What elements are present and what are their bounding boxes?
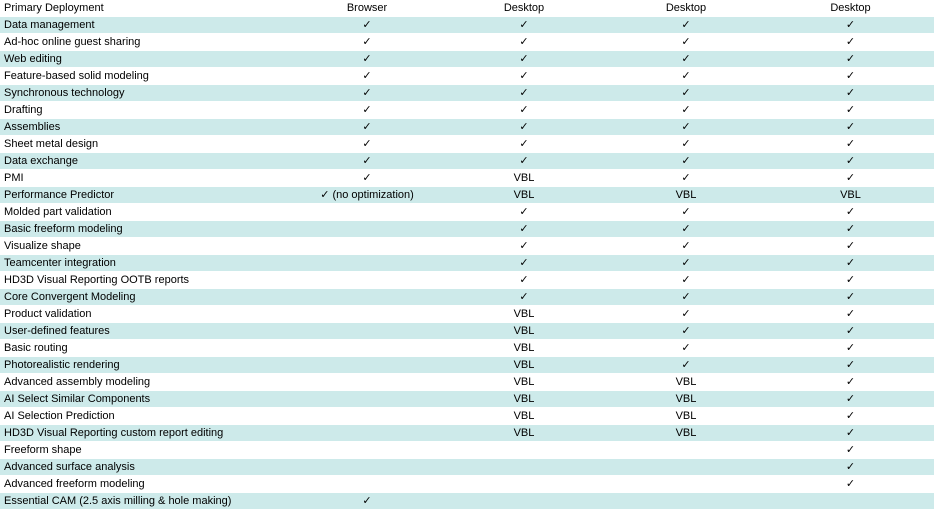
table-row [0,255,934,272]
desktop-1-cell: VBL [443,425,605,442]
desktop-2-cell: VBL [605,425,767,442]
desktop-3-cell: ✓ [767,170,934,187]
desktop-2-cell: VBL [605,408,767,425]
desktop-2-cell: ✓ [605,204,767,221]
desktop-2-cell: ✓ [605,119,767,136]
desktop-3-cell [767,493,934,510]
feature-name-cell: Core Convergent Modeling [0,289,291,306]
desktop-1-cell [443,459,605,476]
browser-cell: ✓ [291,102,443,119]
table-row [0,272,934,289]
desktop-3-cell: ✓ [767,102,934,119]
desktop-2-cell: ✓ [605,68,767,85]
table-row [0,238,934,255]
table-row [0,102,934,119]
feature-name-cell: PMI [0,170,291,187]
table-row [0,476,934,493]
desktop-2-cell: ✓ [605,340,767,357]
feature-name-cell: Visualize shape [0,238,291,255]
desktop-3-cell: VBL [767,187,934,204]
table-row [0,17,934,34]
table-row [0,204,934,221]
desktop-2-cell: VBL [605,374,767,391]
table-row [0,68,934,85]
table-row [0,187,934,204]
desktop-3-cell: ✓ [767,306,934,323]
header-label: Primary Deployment [0,0,291,17]
table-row [0,136,934,153]
desktop-1-cell [443,493,605,510]
desktop-1-cell: VBL [443,391,605,408]
table-row [0,221,934,238]
desktop-1-cell [443,442,605,459]
desktop-2-cell [605,476,767,493]
table-row [0,391,934,408]
table-row [0,170,934,187]
desktop-3-cell: ✓ [767,136,934,153]
desktop-1-cell: ✓ [443,289,605,306]
browser-cell: ✓ [291,493,443,510]
desktop-1-cell: ✓ [443,255,605,272]
feature-name-cell: HD3D Visual Reporting custom report editing [0,425,291,442]
desktop-1-cell: VBL [443,408,605,425]
browser-cell [291,221,443,238]
table-row [0,323,934,340]
feature-name-cell: Photorealistic rendering [0,357,291,374]
desktop-2-cell: ✓ [605,85,767,102]
feature-name-cell: Data exchange [0,153,291,170]
browser-cell [291,425,443,442]
table-row [0,289,934,306]
desktop-1-cell: ✓ [443,238,605,255]
browser-cell [291,238,443,255]
desktop-3-cell: ✓ [767,459,934,476]
desktop-3-cell: ✓ [767,238,934,255]
feature-name-cell: Feature-based solid modeling [0,68,291,85]
column-header-desktop-2: Desktop [605,0,767,17]
desktop-3-cell: ✓ [767,425,934,442]
feature-name-cell: Essential CAM (2.5 axis milling & hole making) [0,493,291,510]
browser-cell [291,289,443,306]
desktop-1-cell: ✓ [443,136,605,153]
desktop-3-cell: ✓ [767,476,934,493]
desktop-2-cell: ✓ [605,221,767,238]
desktop-2-cell: ✓ [605,357,767,374]
desktop-3-cell: ✓ [767,442,934,459]
feature-name-cell: AI Select Similar Components [0,391,291,408]
desktop-3-cell: ✓ [767,221,934,238]
browser-cell: ✓ (no optimization) [291,187,443,204]
desktop-3-cell: ✓ [767,323,934,340]
desktop-2-cell: ✓ [605,255,767,272]
table-row [0,119,934,136]
desktop-2-cell [605,493,767,510]
desktop-1-cell: VBL [443,340,605,357]
desktop-3-cell: ✓ [767,357,934,374]
browser-cell [291,204,443,221]
browser-cell: ✓ [291,85,443,102]
desktop-3-cell: ✓ [767,374,934,391]
desktop-2-cell [605,459,767,476]
browser-cell [291,323,443,340]
desktop-1-cell: VBL [443,306,605,323]
table-row [0,85,934,102]
desktop-2-cell: ✓ [605,272,767,289]
desktop-3-cell: ✓ [767,272,934,289]
feature-name-cell: Basic freeform modeling [0,221,291,238]
browser-cell: ✓ [291,170,443,187]
header-row [0,0,934,17]
desktop-3-cell: ✓ [767,408,934,425]
feature-name-cell: Product validation [0,306,291,323]
desktop-2-cell: ✓ [605,323,767,340]
browser-cell [291,391,443,408]
desktop-1-cell: ✓ [443,68,605,85]
desktop-2-cell: VBL [605,187,767,204]
feature-name-cell: User-defined features [0,323,291,340]
desktop-2-cell: ✓ [605,51,767,68]
feature-name-cell: Basic routing [0,340,291,357]
feature-name-cell: Synchronous technology [0,85,291,102]
feature-name-cell: Drafting [0,102,291,119]
desktop-2-cell: ✓ [605,170,767,187]
desktop-3-cell: ✓ [767,340,934,357]
browser-cell [291,459,443,476]
browser-cell [291,374,443,391]
browser-cell: ✓ [291,119,443,136]
desktop-2-cell: ✓ [605,17,767,34]
feature-name-cell: AI Selection Prediction [0,408,291,425]
table-row [0,374,934,391]
desktop-1-cell: VBL [443,374,605,391]
column-header-browser: Browser [291,0,443,17]
table-row [0,442,934,459]
feature-name-cell: Teamcenter integration [0,255,291,272]
feature-name-cell: Advanced surface analysis [0,459,291,476]
desktop-1-cell: ✓ [443,85,605,102]
desktop-1-cell: ✓ [443,153,605,170]
table-row [0,340,934,357]
browser-cell [291,306,443,323]
feature-name-cell: Advanced assembly modeling [0,374,291,391]
desktop-1-cell: ✓ [443,272,605,289]
feature-name-cell: Performance Predictor [0,187,291,204]
desktop-3-cell: ✓ [767,255,934,272]
browser-cell [291,340,443,357]
browser-cell [291,255,443,272]
desktop-2-cell: VBL [605,391,767,408]
browser-cell [291,272,443,289]
desktop-3-cell: ✓ [767,51,934,68]
feature-name-cell: Sheet metal design [0,136,291,153]
desktop-2-cell: ✓ [605,238,767,255]
desktop-2-cell: ✓ [605,136,767,153]
desktop-3-cell: ✓ [767,34,934,51]
desktop-3-cell: ✓ [767,68,934,85]
table-row [0,459,934,476]
desktop-1-cell: VBL [443,170,605,187]
table-row [0,425,934,442]
feature-name-cell: Advanced freeform modeling [0,476,291,493]
desktop-1-cell: ✓ [443,119,605,136]
browser-cell: ✓ [291,153,443,170]
table-row [0,153,934,170]
table-row [0,51,934,68]
desktop-1-cell: VBL [443,187,605,204]
desktop-3-cell: ✓ [767,119,934,136]
desktop-3-cell: ✓ [767,391,934,408]
desktop-1-cell: ✓ [443,221,605,238]
browser-cell: ✓ [291,34,443,51]
table-row [0,306,934,323]
feature-name-cell: Web editing [0,51,291,68]
desktop-3-cell: ✓ [767,153,934,170]
browser-cell [291,408,443,425]
desktop-3-cell: ✓ [767,17,934,34]
browser-cell: ✓ [291,68,443,85]
desktop-1-cell: ✓ [443,204,605,221]
table-row [0,493,934,510]
column-header-desktop-3: Desktop [767,0,934,17]
feature-name-cell: Freeform shape [0,442,291,459]
desktop-2-cell: ✓ [605,306,767,323]
column-header-desktop-1: Desktop [443,0,605,17]
desktop-2-cell: ✓ [605,289,767,306]
desktop-1-cell: ✓ [443,51,605,68]
desktop-3-cell: ✓ [767,204,934,221]
desktop-1-cell: ✓ [443,17,605,34]
table-row [0,357,934,374]
desktop-2-cell: ✓ [605,153,767,170]
browser-cell [291,357,443,374]
feature-name-cell: Data management [0,17,291,34]
desktop-2-cell: ✓ [605,34,767,51]
desktop-3-cell: ✓ [767,289,934,306]
feature-name-cell: HD3D Visual Reporting OOTB reports [0,272,291,289]
feature-name-cell: Molded part validation [0,204,291,221]
browser-cell: ✓ [291,51,443,68]
browser-cell [291,442,443,459]
desktop-1-cell [443,476,605,493]
desktop-1-cell: VBL [443,357,605,374]
desktop-2-cell: ✓ [605,102,767,119]
browser-cell: ✓ [291,136,443,153]
browser-cell [291,476,443,493]
browser-cell: ✓ [291,17,443,34]
desktop-2-cell [605,442,767,459]
desktop-1-cell: VBL [443,323,605,340]
table-row [0,408,934,425]
desktop-1-cell: ✓ [443,102,605,119]
desktop-1-cell: ✓ [443,34,605,51]
desktop-3-cell: ✓ [767,85,934,102]
feature-name-cell: Ad-hoc online guest sharing [0,34,291,51]
feature-name-cell: Assemblies [0,119,291,136]
table-row [0,34,934,51]
